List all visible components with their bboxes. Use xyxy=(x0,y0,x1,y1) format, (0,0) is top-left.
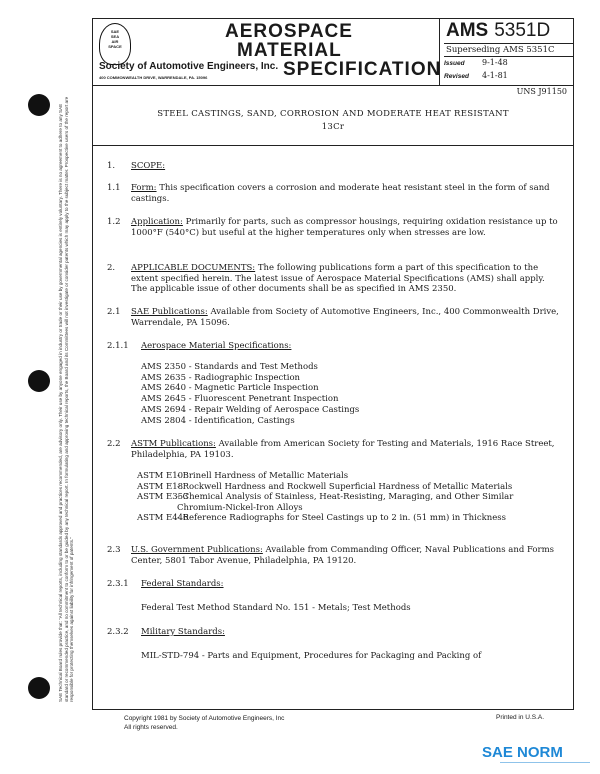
list-item: AMS 2640 - Magnetic Particle Inspection xyxy=(141,383,319,394)
sae-logo: SAE SEA AIR SPACE xyxy=(99,23,131,65)
disclaimer-text: SAE Technical Board rules provide that: "All technical reports, including standards approved and practices recommended, are advisory only. Their use by anyone engaged in industry or trade or their use by governmental agencies is entirely voluntary. There is no agreement to adhere to any SAE standard or recommended practice, and no commitment to conform to or be guided by any technical report. In formulating and approving technical reports, the Board and its Committees will not investigate or consider patents which may apply to the subject matter. Prospective users of the report are responsible for protecting themselves against liability for infringement of patents." xyxy=(58,96,74,702)
list-item: AMS 2635 - Radiographic Inspection xyxy=(141,372,301,383)
header-line-material: MATERIAL xyxy=(237,40,342,61)
list-item: ASTM E10 - Brinell Hardness of Metallic Materials xyxy=(137,471,349,481)
binder-hole xyxy=(28,94,50,116)
society-name: Society of Automotive Engineers, Inc. xyxy=(99,61,279,72)
list-item: ASTM E446 - Reference Radiographs for Steel Castings up to 2 in. (51 mm) in Thickness xyxy=(137,513,506,523)
binder-hole xyxy=(28,677,50,699)
list-item: AMS 2645 - Fluorescent Penetrant Inspection xyxy=(141,394,339,405)
header-right xyxy=(440,19,573,86)
list-item: AMS 2350 - Standards and Test Methods xyxy=(141,362,318,372)
watermark: SAE NORM xyxy=(482,744,563,761)
header-line-specification: SPECIFICATION xyxy=(283,59,442,80)
list-item: ASTM E18 - Rockwell Hardness and Rockwell Superficial Hardness of Metallic Materials xyxy=(137,481,513,492)
ams-number: AMS 5351D xyxy=(446,20,551,41)
spec-document: SAE SEA AIR SPACE AEROSPACE MATERIAL SPECIFICATION Society of Automotive Engineers, Inc. 400 COMMONWEALTH DRIVE, WARRENDALE, PA. 15096 AMS 5351D Superseding AMS 5351C Issued 9-1-48 Revised 4-1-81 UNS J91150 STEEL CASTINGS, SAND, CORROSION AND MODERATE HEAT RESISTANT 13Cr 1. SCOPE: 1.1 Form: This specification covers a corrosion and moderate heat resistant steel in the form of sand castings. 1.2 Application: Primarily for parts, such as compressor housings, requiring oxidation resistance up to 1000°F (540°C) but useful at the higher temperatures only when stresses are low. 2. APPLICABLE DOCUMENTS: The following publications form a part of this specification to the extent specified herein. The latest issue of Aerospace Material Specifications (AMS) shall apply. The applicable issue of other documents shall be as specified in AMS 2350. 2.1 SAE Publications: Available from Society of Automotive Engineers, Inc., 400 Commonwealth Drive, Warrendale, PA 15096. 2.1.1 Aerospace Material Specifications: AMS 2350 - Standards and Test Methods AMS 2635 - Radiographic Inspection AMS 2640 - Magnetic Particle Inspection AMS 2645 - Fluorescent Penetrant Inspection AMS 2694 - Repair Welding of Aerospace Castings AMS 2804 - Identification, Castings 2.2 ASTM Publications: Available from American Society for Testing and Materials, 1916 Race Street, Philadelphia, PA 19103. ASTM E10 - Brinell Hardness of Metallic Materials ASTM E18 - Rockwell Hardness and Rockwell Superficial Hardness of Metallic Materials ASTM E353 - Chemical Analysis of Stainless, Heat-Resisting, Maraging, and Other Similar Chromium-Nickel-Iron Alloys ASTM E446 - Reference Radiographs for Steel Castings up to 2 in. (51 mm) in Thickness 2.3 U.S. Government Publications: Available from Commanding Officer, Naval Publications and Forms Center, 5801 Tabor Avenue, Philadelphia, PA 19120. 2.3.1 Federal Standards: Federal Test Method Standard No. 151 - Metals; Test Methods 2.3.2 Military Standards: MIL-STD-794 - Parts and Equipment, Procedures for Packaging and Packing of xyxy=(92,18,574,710)
list-item: AMS 2804 - Identification, Castings xyxy=(141,415,295,426)
disclaimer-side-text xyxy=(58,96,74,702)
issue-dates: Issued 9-1-48 Revised 4-1-81 xyxy=(444,58,508,80)
astm-list xyxy=(137,471,557,524)
watermark-rule xyxy=(500,762,590,763)
document-title: STEEL CASTINGS, SAND, CORROSION AND MODERATE HEAT RESISTANT 13Cr xyxy=(157,109,509,132)
header-line-aerospace: AEROSPACE xyxy=(225,21,353,42)
printed-in: Printed in U.S.A. xyxy=(496,714,545,721)
list-item: AMS 2694 - Repair Welding of Aerospace Castings xyxy=(141,404,360,415)
copyright-footer: Copyright 1981 by Society of Automotive Engineers, Inc All rights reserved. xyxy=(124,715,285,731)
uns-number: UNS J91150 xyxy=(516,87,567,96)
divider xyxy=(93,145,573,146)
list-item: ASTM E353 - Chemical Analysis of Stainless, Heat-Resisting, Maraging, and Other Similar Chromium-Nickel-Iron Alloys xyxy=(137,492,514,513)
society-address: 400 COMMONWEALTH DRIVE, WARRENDALE, PA. 15096 xyxy=(99,75,208,80)
binder-hole xyxy=(28,370,50,392)
header-left xyxy=(93,19,440,86)
superseding: Superseding AMS 5351C xyxy=(444,43,574,57)
ams-list xyxy=(141,362,359,426)
